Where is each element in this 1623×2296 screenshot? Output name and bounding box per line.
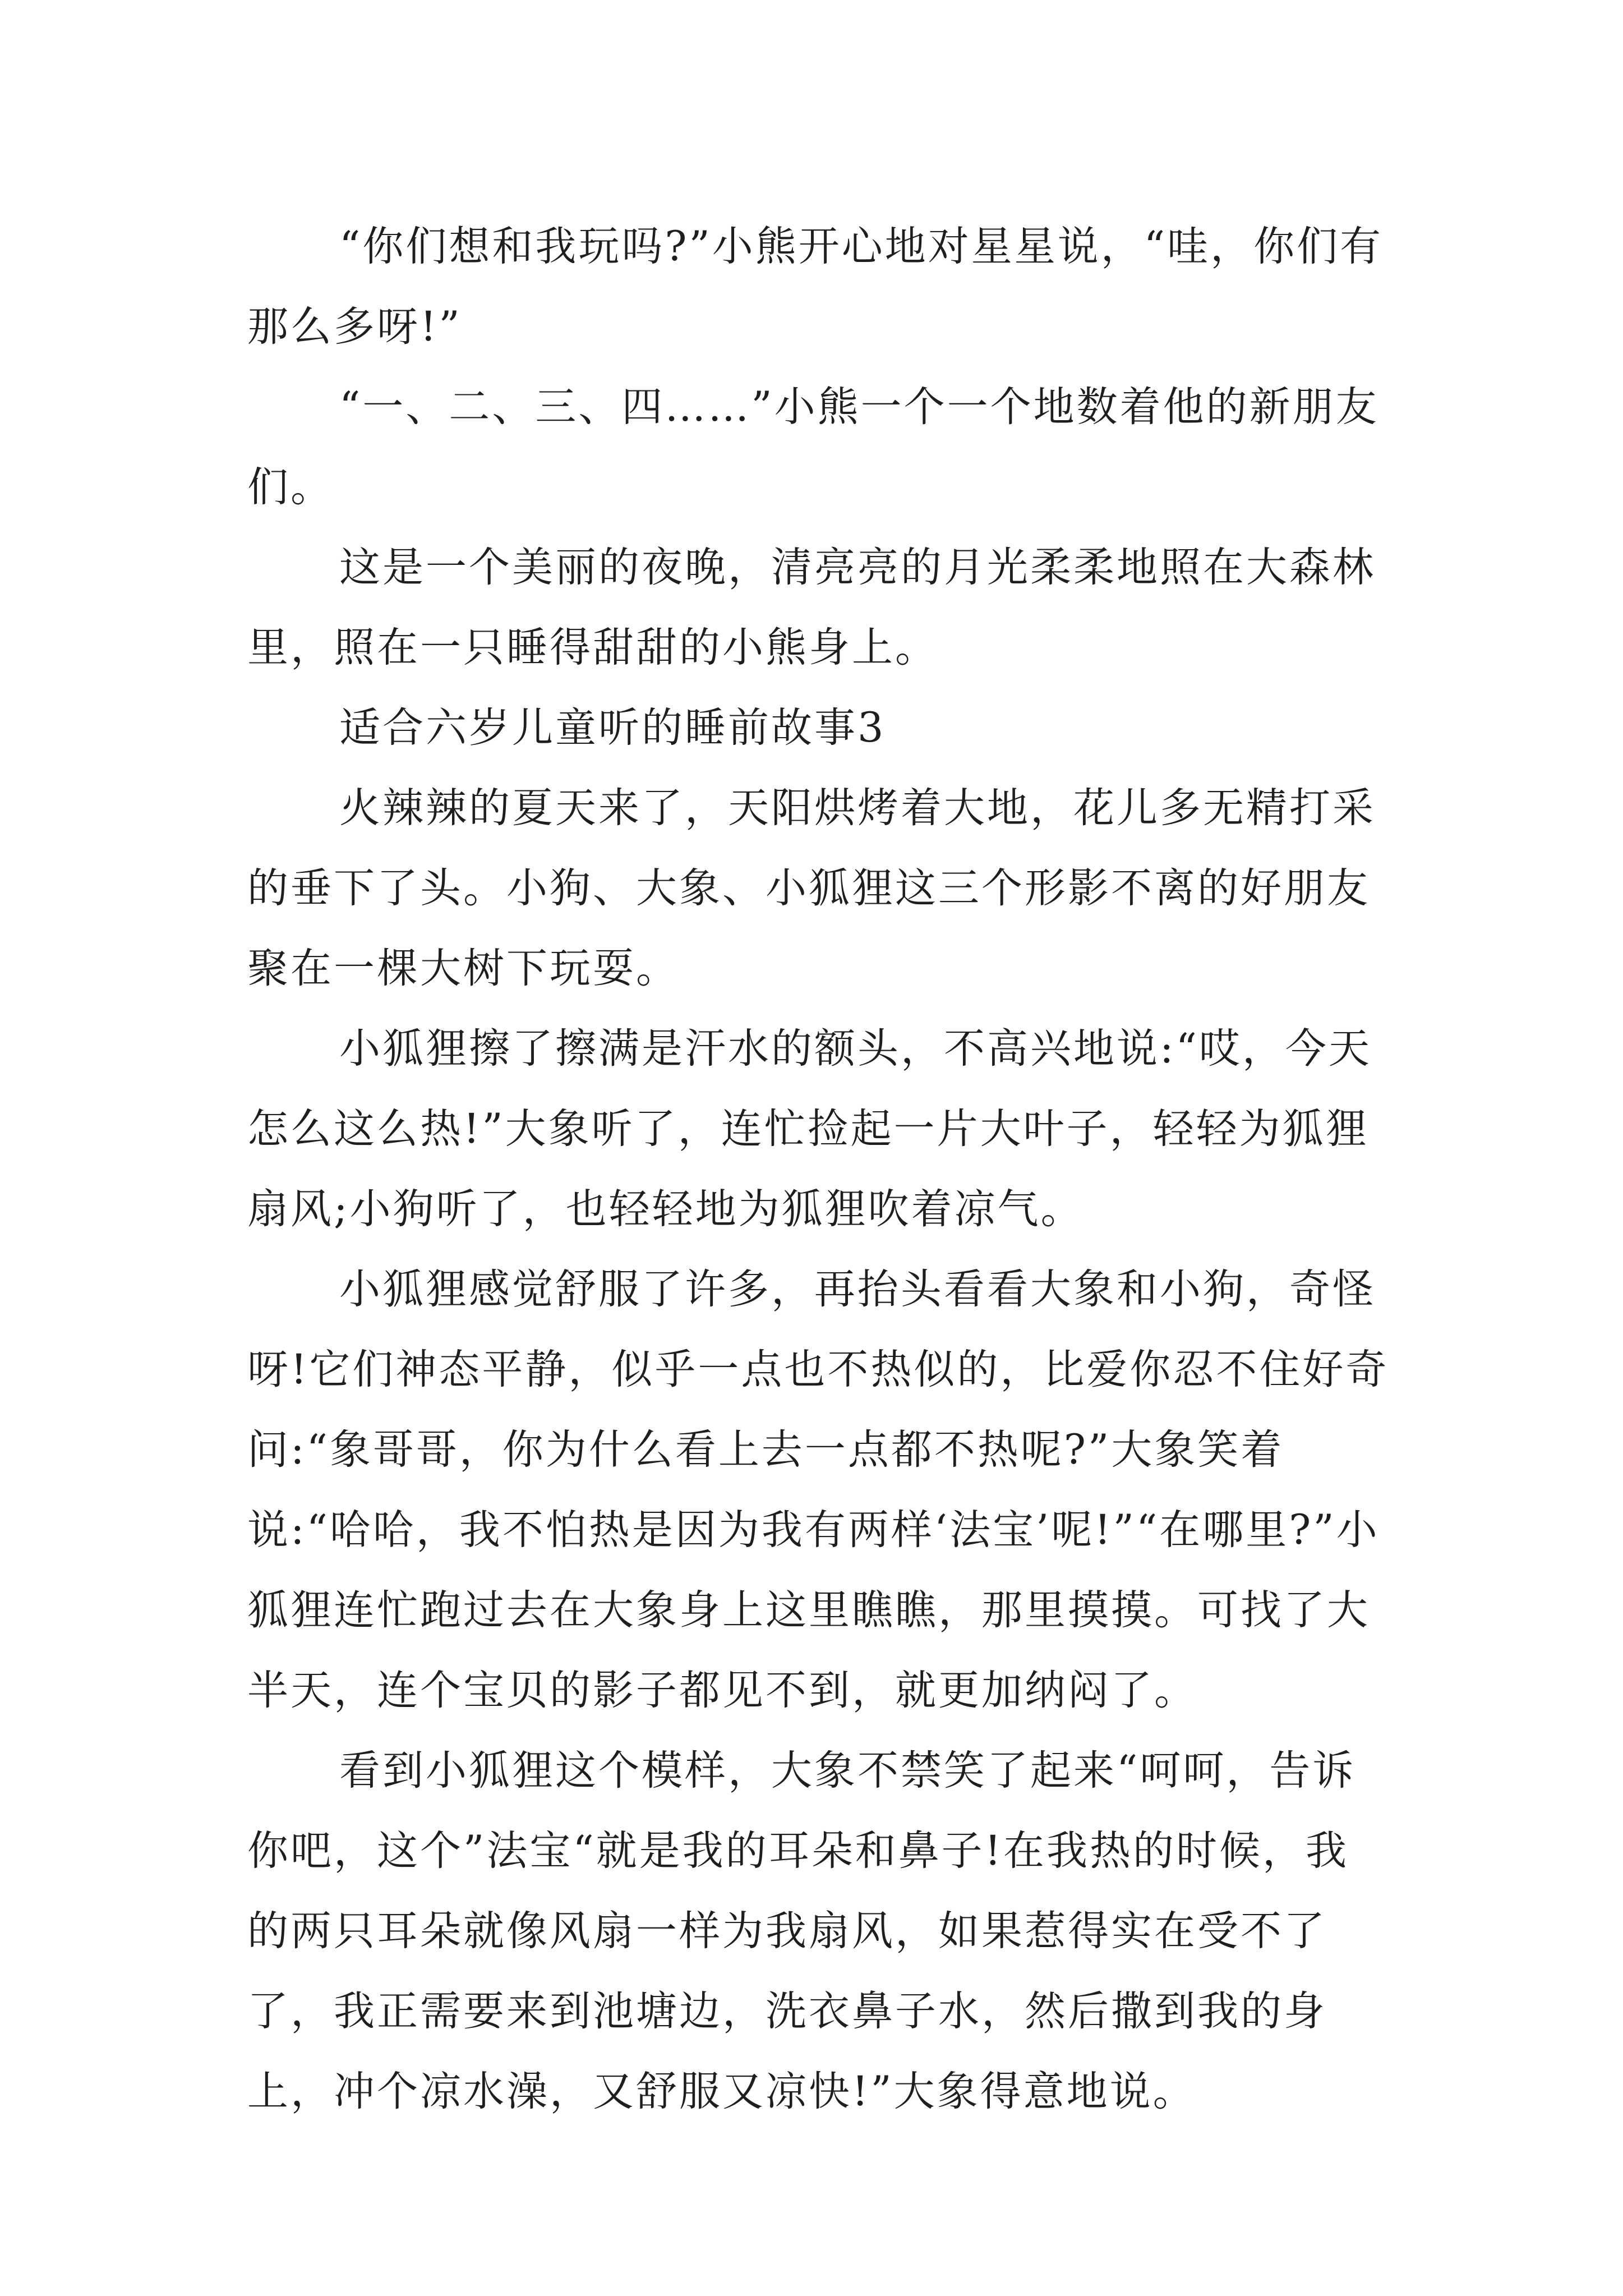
paragraph-2: “一、二、三、四……”小熊一个一个地数着他的新朋友们。 <box>247 383 1379 511</box>
paragraph-3: 这是一个美丽的夜晚，清亮亮的月光柔柔地照在大森林里，照在一只睡得甜甜的小熊身上。 <box>247 544 1376 671</box>
paragraph-8: 看到小狐狸这个模样，大象不禁笑了起来“呵呵，告诉你吧，这个”法宝“就是我的耳朵和鼻子!在我热的时候，我的两只耳朵就像风扇一样为我扇风，如果惹得实在受不了了，我正需要来到池塘边，洗衣鼻子水，然后撒到我的身上，冲个凉水澡，又舒服又凉快!”大象得意地说。 <box>247 1747 1356 2115</box>
paragraph-1: “你们想和我玩吗?”小熊开心地对星星说，“哇，你们有那么多呀!” <box>247 223 1384 351</box>
story-title: 适合六岁儿童听的睡前故事3 <box>339 704 886 752</box>
paragraph-7: 小狐狸感觉舒服了许多，再抬头看看大象和小狗，奇怪呀!它们神态平静，似乎一点也不热似的，比爱你忍不住好奇问:“象哥哥，你为什么看上去一点都不热呢?”大象笑着说:“哈哈，我不怕热是因为我有两样‘法宝’呢!”“在哪里?”小狐狸连忙跑过去在大象身上这里瞧瞧，那里摸摸。可找了大半天，连个宝贝的影子都见不到，就更加纳闷了。 <box>247 1266 1389 1714</box>
paragraph-5: 火辣辣的夏天来了，天阳烘烤着大地，花儿多无精打采的垂下了头。小狗、大象、小狐狸这三个形影不离的好朋友聚在一棵大树下玩耍。 <box>247 784 1376 992</box>
paragraph-6: 小狐狸擦了擦满是汗水的额头，不高兴地说:“哎，今天怎么这么热!”大象听了，连忙捡起一片大叶子，轻轻为狐狸扇风;小狗听了，也轻轻地为狐狸吹着凉气。 <box>247 1025 1372 1233</box>
document-body <box>247 206 1391 2132</box>
